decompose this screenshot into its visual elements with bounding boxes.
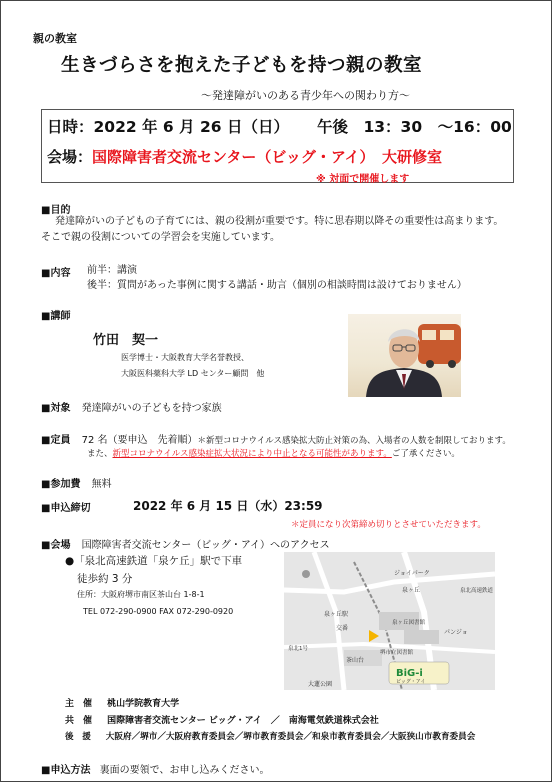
lecturer-photo-image <box>348 314 461 397</box>
event-date: 日時：2022 年 6 月 26 日（日） <box>47 118 289 136</box>
capacity-line2-pre: また、 <box>87 449 113 459</box>
map-label-senboku: 泉北高速鉄道 <box>460 588 494 594</box>
support-label: 後 援 <box>65 732 91 742</box>
page-title: 生きづらさを抱えた子どもを持つ親の教室 <box>61 55 423 76</box>
capacity-warning: 新型コロナウイルス感染症拡大状況により中止となる可能性があります。 <box>112 449 392 459</box>
access-heading: ■会場 <box>41 540 71 551</box>
content-line1: 前半：講演 <box>87 265 137 276</box>
lecturer-heading: ■講師 <box>41 311 71 322</box>
organizer-row <box>65 696 179 709</box>
lecturer-name: 竹田 契一 <box>93 333 159 348</box>
map-label-road: 泉北1号 <box>288 646 308 652</box>
fee-heading: ■参加費 <box>41 479 81 490</box>
cohost-row <box>65 713 379 726</box>
access-map-graphic <box>284 552 495 690</box>
capacity-text: 72 名（要申込 先着順） <box>81 435 198 446</box>
venue-name: 国際障害者交流センター（ビッグ・アイ） 大研修室 <box>92 148 442 166</box>
apply-text: 裏面の要領で、お申し込みください。 <box>99 765 270 776</box>
organizer-label: 主 催 <box>65 699 93 709</box>
target-row <box>41 399 222 414</box>
cohost-label: 共 催 <box>65 716 93 726</box>
map-label-south-park: 大蓮公園 <box>308 681 333 688</box>
lecturer-title1: 医学博士・大阪教育大学名誉教授、 <box>121 353 249 362</box>
apply-row <box>41 761 269 776</box>
event-datetime <box>47 115 512 137</box>
map-label-bigi-sub: ビッグ・アイ <box>396 679 426 685</box>
page-subtitle: ～発達障がいのある青少年への関わり方～ <box>201 89 410 102</box>
access-row <box>41 536 330 551</box>
fee-text: 無料 <box>91 479 112 490</box>
map-label-izumigaoka: 泉ヶ丘 <box>402 587 421 594</box>
capacity-heading: ■定員 <box>41 435 71 446</box>
venue-note: ※ 対面で開催します <box>316 174 410 185</box>
apply-heading: ■申込方法 <box>41 765 91 776</box>
purpose-heading: ■目的 <box>41 205 71 216</box>
map-label-jusco: ジョイパーク <box>394 570 430 577</box>
capacity-line2-post: ご了承ください。 <box>391 449 460 459</box>
capacity-note: ＊新型コロナウイルス感染拡大防止対策の為、入場者の人数を制限しております。 <box>197 436 511 446</box>
event-venue <box>47 146 442 167</box>
venue-label: 会場： <box>47 148 93 166</box>
support-row <box>65 730 475 742</box>
content-line2: 後半：質問があった事例に関する講話・助言（個別の相談時間は設けておりません） <box>87 280 467 291</box>
access-tel: TEL 072-290-0900 FAX 072-290-0920 <box>83 607 234 616</box>
access-walk: 徒歩約 3 分 <box>77 573 133 585</box>
map-label-koban: 交番 <box>336 625 349 632</box>
deadline-note: ＊定員になり次第締め切りとさせていただきます。 <box>291 520 486 530</box>
map-label-chayama: 茶山台 <box>346 657 365 664</box>
map-label-big: BiG-i <box>396 668 423 679</box>
target-heading: ■対象 <box>41 403 71 414</box>
map-label-hall: 堺市立図書館 <box>380 650 414 656</box>
fee-row <box>41 475 112 490</box>
eyebrow-label: 親の教室 <box>33 32 77 45</box>
lecturer-photo <box>348 314 461 397</box>
content-heading: ■内容 <box>41 268 71 279</box>
cohost-name: 国際障害者交流センター ビッグ・アイ ／ 南海電気鉄道株式会社 <box>107 716 379 726</box>
map-label-station: 泉ヶ丘駅 <box>324 611 349 618</box>
lecturer-title2: 大阪医科薬科大学 LD センター顧問 他 <box>121 369 265 378</box>
capacity-line2 <box>87 447 460 459</box>
access-text: 国際障害者交流センター（ビッグ・アイ）へのアクセス <box>81 540 330 551</box>
deadline-text: 2022 年 6 月 15 日（水）23:59 <box>133 499 323 513</box>
deadline-heading: ■申込締切 <box>41 503 91 514</box>
support-names: 大阪府／堺市／大阪府教育委員会／堺市教育委員会／和泉市教育委員会／大阪狭山市教育委員会 <box>105 732 476 742</box>
organizer-name: 桃山学院教育大学 <box>107 699 180 709</box>
purpose-line1: 発達障がいの子どもの子育てには、親の役割が重要です。特に思春期以降その重要性は高まります。 <box>55 216 504 227</box>
target-text: 発達障がいの子どもを持つ家族 <box>81 403 222 414</box>
access-address: 住所：大阪府堺市南区茶山台 1-8-1 <box>77 590 205 599</box>
access-station: ●「泉北高速鉄道「泉ケ丘」駅で下車 <box>65 555 243 567</box>
capacity-row <box>41 431 511 446</box>
map-label-pansion: パンジョ <box>444 629 468 636</box>
purpose-line2: そこで親の役割についての学習会を実施しています。 <box>41 232 280 243</box>
event-time: 午後 13：30 ～16：00 <box>316 118 512 136</box>
access-map <box>284 552 495 690</box>
map-label-library: 泉ヶ丘図書館 <box>392 620 426 626</box>
